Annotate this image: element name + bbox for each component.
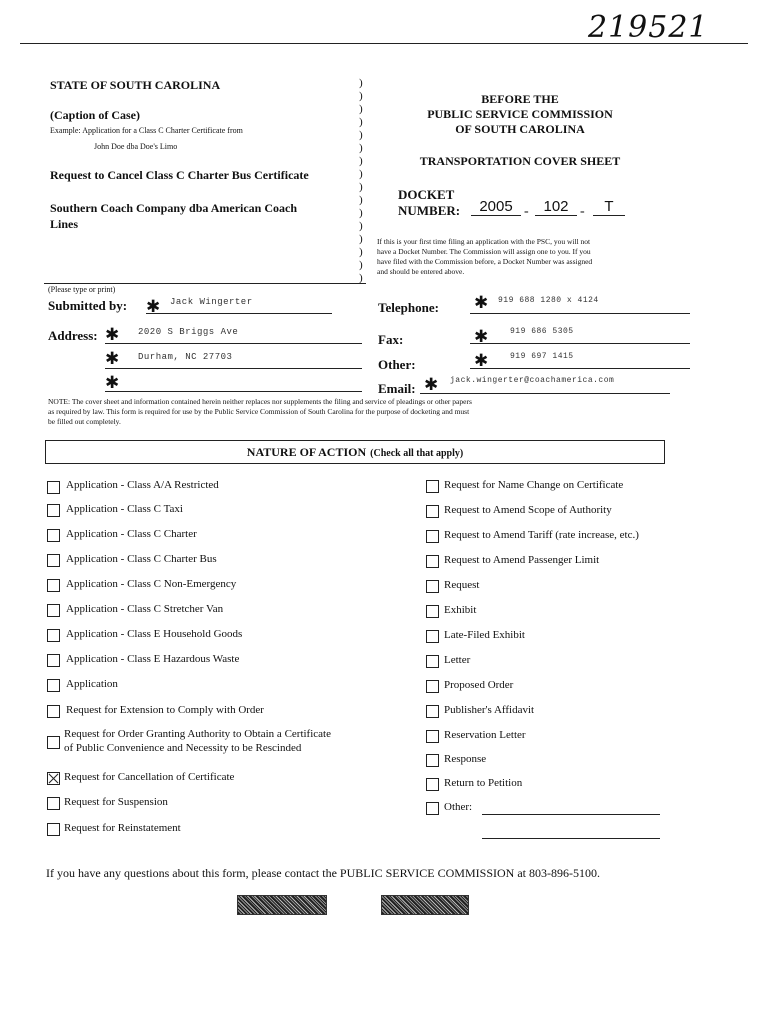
- required-marker-icon: ✱: [474, 327, 489, 347]
- checkbox-amend-scope-authority[interactable]: [426, 505, 439, 518]
- state-heading: STATE OF SOUTH CAROLINA: [50, 78, 221, 92]
- field-underline: [470, 368, 690, 369]
- other-contact-field[interactable]: 919 697 1415: [510, 352, 574, 361]
- please-type-note: (Please type or print): [48, 285, 116, 294]
- notice-line: NOTE: The cover sheet and information contained herein neither replaces nor supplements the filing and service of pleadings or other papers: [48, 397, 472, 406]
- required-marker-icon: ✱: [146, 297, 161, 317]
- option-label: Request to Amend Tariff (rate increase, etc.): [444, 529, 639, 541]
- option-label: Request to Amend Passenger Limit: [444, 554, 600, 566]
- checkbox-application[interactable]: [47, 679, 60, 692]
- docket-note-line: If this is your first time filing an application with the PSC, you will not: [377, 237, 591, 246]
- option-label: Request for Name Change on Certificate: [444, 479, 624, 491]
- nature-of-action-title: NATURE OF ACTION: [246, 445, 367, 459]
- request-title: Request to Cancel Class C Charter Bus Certificate: [50, 168, 309, 182]
- option-label: Request for Extension to Comply with Order: [66, 704, 264, 716]
- option-label: Letter: [444, 654, 471, 666]
- caption-heading: (Caption of Case): [50, 108, 140, 122]
- checkbox-application-class-c-charter[interactable]: [47, 529, 60, 542]
- redaction-block: [381, 895, 469, 915]
- required-marker-icon: ✱: [474, 351, 489, 371]
- address-line-1-field[interactable]: 2020 S Briggs Ave: [138, 327, 239, 337]
- checkbox-application-class-e-household-goods[interactable]: [47, 629, 60, 642]
- company-name-continued: Lines: [50, 217, 79, 231]
- checkbox-application-class-c-charter-bus[interactable]: [47, 554, 60, 567]
- company-name: Southern Coach Company dba American Coach: [50, 201, 298, 215]
- email-label: Email:: [378, 381, 416, 396]
- option-label: Request: [444, 579, 480, 591]
- fax-field[interactable]: 919 686 5305: [510, 327, 574, 336]
- checkbox-other[interactable]: [426, 802, 439, 815]
- commission-state: OF SOUTH CAROLINA: [455, 122, 585, 136]
- checkbox-reservation-letter[interactable]: [426, 730, 439, 743]
- submitted-by-field[interactable]: Jack Wingerter: [170, 297, 253, 307]
- field-underline: [146, 313, 332, 314]
- option-label: Application - Class E Household Goods: [66, 628, 243, 640]
- before-the: BEFORE THE: [481, 92, 559, 106]
- other-specify-field-continued[interactable]: [482, 838, 660, 839]
- checkbox-publishers-affidavit[interactable]: [426, 705, 439, 718]
- option-label: Application: [66, 678, 118, 690]
- option-label: Exhibit: [444, 604, 477, 616]
- checkbox-amend-passenger-limit[interactable]: [426, 555, 439, 568]
- address-label: Address:: [48, 328, 98, 343]
- option-label: Return to Petition: [444, 777, 523, 789]
- other-specify-field[interactable]: [482, 814, 660, 815]
- cover-sheet-title: TRANSPORTATION COVER SHEET: [419, 154, 621, 168]
- checkbox-exhibit[interactable]: [426, 605, 439, 618]
- contact-commission-note: If you have any questions about this form, please contact the PUBLIC SERVICE COMMISSION at 803-896-5100.: [46, 866, 600, 880]
- nature-of-action-header: [45, 440, 665, 464]
- email-field[interactable]: jack.wingerter@coachamerica.com: [450, 376, 615, 385]
- docket-label: DOCKET: [398, 187, 455, 202]
- docket-note-line: have a Docket Number. The Commission will assign one to you. If you: [377, 247, 591, 256]
- checkbox-request[interactable]: [426, 580, 439, 593]
- checkbox-proposed-order[interactable]: [426, 680, 439, 693]
- option-label: Request for Cancellation of Certificate: [64, 771, 235, 783]
- docket-number-label: NUMBER:: [398, 203, 461, 218]
- address-line-2-field[interactable]: Durham, NC 27703: [138, 352, 233, 362]
- docket-year-field[interactable]: 2005: [471, 198, 521, 216]
- option-label: Application - Class C Stretcher Van: [66, 603, 224, 615]
- checkbox-application-class-c-taxi[interactable]: [47, 504, 60, 517]
- checkbox-request-suspension[interactable]: [47, 797, 60, 810]
- other-contact-label: Other:: [378, 357, 416, 372]
- caption-example-line: John Doe dba Doe's Limo: [94, 142, 178, 151]
- caption-example-line: Example: Application for a Class C Charter Certificate from: [50, 126, 243, 135]
- field-underline: [420, 393, 670, 394]
- docket-separator: -: [524, 204, 529, 219]
- option-label: Other:: [444, 801, 473, 813]
- nature-of-action-subtitle: (Check all that apply): [370, 448, 464, 459]
- checkbox-response[interactable]: [426, 754, 439, 767]
- required-marker-icon: ✱: [105, 325, 120, 345]
- option-label: Application - Class C Non-Emergency: [66, 578, 237, 590]
- option-label: Proposed Order: [444, 679, 514, 691]
- checkbox-request-extension-comply-order[interactable]: [47, 705, 60, 718]
- option-label: Request for Suspension: [64, 796, 168, 808]
- section-rule: [44, 283, 366, 284]
- checkbox-late-filed-exhibit[interactable]: [426, 630, 439, 643]
- docket-note: [377, 237, 669, 277]
- checkbox-application-class-e-hazardous-waste[interactable]: [47, 654, 60, 667]
- checkbox-request-reinstatement[interactable]: [47, 823, 60, 836]
- option-label: Application - Class C Charter Bus: [66, 553, 217, 565]
- field-underline: [470, 313, 690, 314]
- checkbox-letter[interactable]: [426, 655, 439, 668]
- option-label: Application - Class E Hazardous Waste: [66, 653, 240, 665]
- checkbox-amend-tariff[interactable]: [426, 530, 439, 543]
- option-label: Publisher's Affidavit: [444, 704, 535, 716]
- commission-name: PUBLIC SERVICE COMMISSION: [427, 107, 613, 121]
- option-label: Application - Class C Charter: [66, 528, 197, 540]
- option-label-continued: of Public Convenience and Necessity to be Rescinded: [64, 742, 302, 754]
- checkbox-application-class-aa-restricted[interactable]: [47, 481, 60, 494]
- option-label: Application - Class C Taxi: [66, 503, 183, 515]
- notice-line: be filled out completely.: [48, 417, 121, 426]
- checkbox-return-to-petition[interactable]: [426, 778, 439, 791]
- checkbox-request-order-rescind-certificate[interactable]: [47, 736, 60, 749]
- docket-note-line: have filed with the Commission before, a Docket Number was assigned: [377, 257, 593, 266]
- field-underline: [105, 343, 362, 344]
- handwritten-docket-stamp: 219521: [588, 10, 709, 45]
- docket-separator: -: [580, 204, 585, 219]
- redaction-block: [237, 895, 327, 915]
- fax-label: Fax:: [378, 332, 404, 347]
- required-marker-icon: ✱: [424, 375, 439, 395]
- checkbox-request-cancellation-certificate[interactable]: [47, 772, 60, 785]
- cover-sheet-notice: [48, 397, 728, 427]
- checkbox-application-class-c-stretcher-van[interactable]: [47, 604, 60, 617]
- docket-number-field[interactable]: 102: [535, 198, 577, 216]
- field-underline: [105, 368, 362, 369]
- submitted-by-label: Submitted by:: [48, 298, 128, 313]
- docket-note-line: and should be entered above.: [377, 267, 465, 276]
- option-label: Reservation Letter: [444, 729, 526, 741]
- field-underline: [470, 343, 690, 344]
- telephone-label: Telephone:: [378, 300, 439, 315]
- option-label: Request for Reinstatement: [64, 822, 181, 834]
- option-label: Request for Order Granting Authority to Obtain a Certificate: [64, 728, 331, 740]
- telephone-field[interactable]: 919 688 1280 x 4124: [498, 296, 599, 305]
- docket-type-field[interactable]: T: [593, 198, 625, 216]
- checkbox-application-class-c-non-emergency[interactable]: [47, 579, 60, 592]
- required-marker-icon: ✱: [105, 349, 120, 369]
- checkbox-name-change-certificate[interactable]: [426, 480, 439, 493]
- option-label: Late-Filed Exhibit: [444, 629, 525, 641]
- option-label: Response: [444, 753, 487, 765]
- required-marker-icon: ✱: [105, 373, 120, 393]
- option-label: Request to Amend Scope of Authority: [444, 504, 612, 516]
- option-label: Application - Class A/A Restricted: [66, 479, 219, 491]
- required-marker-icon: ✱: [474, 293, 489, 313]
- address-line-3-field[interactable]: [105, 391, 362, 392]
- notice-line: as required by law. This form is required for use by the Public Service Commission of South Carolina for the purpose of docketing and must: [48, 407, 470, 416]
